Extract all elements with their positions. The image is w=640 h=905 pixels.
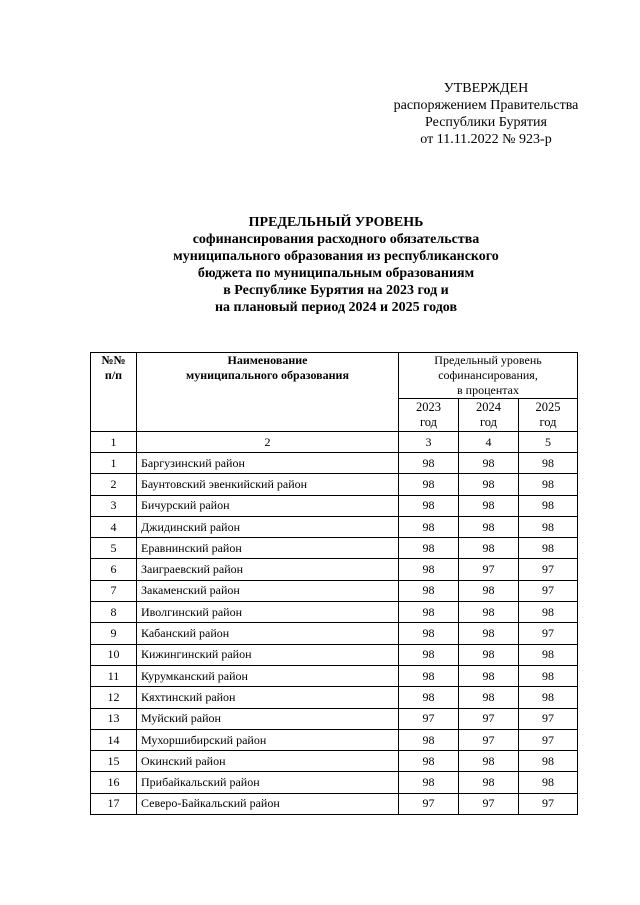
table-row (91, 516, 578, 537)
row-number: 8 (91, 602, 137, 623)
value-2023: 98 (399, 644, 459, 665)
table-row (91, 751, 578, 772)
column-index: 3 (399, 432, 459, 453)
row-number: 14 (91, 729, 137, 750)
cofinancing-table (90, 352, 578, 815)
value-2023: 98 (399, 495, 459, 516)
value-2023: 98 (399, 516, 459, 537)
value-2023: 98 (399, 580, 459, 601)
value-2023: 98 (399, 602, 459, 623)
table-row (91, 453, 578, 474)
approval-block (370, 80, 602, 148)
value-2024: 98 (459, 495, 519, 516)
approval-line-4: от 11.11.2022 № 923-р (420, 132, 552, 147)
row-number: 11 (91, 665, 137, 686)
municipality-name: Еравнинский район (137, 538, 399, 559)
column-index: 4 (459, 432, 519, 453)
column-index-row (91, 432, 578, 453)
table-row (91, 559, 578, 580)
title-line-1: ПРЕДЕЛЬНЫЙ УРОВЕНЬ (248, 215, 424, 230)
value-2023: 98 (399, 687, 459, 708)
title-line-5: в Республике Бурятия на 2023 год и (223, 283, 449, 298)
municipality-name: Заиграевский район (137, 559, 399, 580)
value-2025: 97 (519, 729, 578, 750)
value-2023: 97 (399, 708, 459, 729)
value-2023: 98 (399, 772, 459, 793)
municipality-name: Кижингинский район (137, 644, 399, 665)
header-year-2025-value: 2025 (535, 400, 561, 414)
row-number: 5 (91, 538, 137, 559)
value-2023: 98 (399, 751, 459, 772)
row-number: 15 (91, 751, 137, 772)
value-2025: 97 (519, 580, 578, 601)
value-2023: 98 (399, 453, 459, 474)
value-2024: 97 (459, 708, 519, 729)
value-2025: 97 (519, 559, 578, 580)
municipality-name: Северо-Байкальский район (137, 793, 399, 814)
approval-line-3: Республики Бурятия (425, 115, 547, 130)
header-level-line-3: в процентах (457, 383, 519, 397)
header-year-2023 (399, 399, 459, 432)
table-row (91, 729, 578, 750)
value-2023: 97 (399, 793, 459, 814)
value-2023: 98 (399, 729, 459, 750)
value-2024: 98 (459, 516, 519, 537)
header-name-line-2: муниципального образования (186, 368, 349, 382)
column-index: 2 (137, 432, 399, 453)
value-2025: 98 (519, 751, 578, 772)
municipality-name: Кабанский район (137, 623, 399, 644)
value-2024: 98 (459, 772, 519, 793)
value-2023: 98 (399, 538, 459, 559)
row-number: 9 (91, 623, 137, 644)
column-index: 5 (519, 432, 578, 453)
value-2025: 98 (519, 602, 578, 623)
value-2023: 98 (399, 474, 459, 495)
row-number: 17 (91, 793, 137, 814)
value-2025: 98 (519, 453, 578, 474)
header-level (399, 353, 578, 399)
value-2024: 98 (459, 751, 519, 772)
header-number-line-1: №№ (101, 353, 126, 367)
row-number: 16 (91, 772, 137, 793)
value-2023: 98 (399, 623, 459, 644)
value-2024: 98 (459, 644, 519, 665)
value-2024: 98 (459, 623, 519, 644)
value-2025: 98 (519, 495, 578, 516)
value-2023: 98 (399, 559, 459, 580)
column-index: 1 (91, 432, 137, 453)
row-number: 3 (91, 495, 137, 516)
value-2024: 97 (459, 729, 519, 750)
approval-line-1: УТВЕРЖДЕН (443, 81, 529, 96)
municipality-name: Кяхтинский район (137, 687, 399, 708)
row-number: 7 (91, 580, 137, 601)
municipality-name: Иволгинский район (137, 602, 399, 623)
municipality-name: Бичурский район (137, 495, 399, 516)
value-2024: 98 (459, 665, 519, 686)
table-row (91, 495, 578, 516)
header-name-line-1: Наименование (227, 353, 308, 367)
value-2023: 98 (399, 665, 459, 686)
header-year-2023-word: год (419, 415, 438, 429)
table-row (91, 644, 578, 665)
title-line-4: бюджета по муниципальным образованиям (197, 266, 475, 281)
header-year-2024-value: 2024 (476, 400, 501, 414)
table-row (91, 602, 578, 623)
header-year-2024-word: год (479, 415, 498, 429)
value-2025: 98 (519, 516, 578, 537)
municipality-name: Закаменский район (137, 580, 399, 601)
header-level-line-1: Предельный уровень (434, 353, 542, 367)
value-2025: 98 (519, 665, 578, 686)
value-2025: 98 (519, 772, 578, 793)
row-number: 2 (91, 474, 137, 495)
value-2024: 98 (459, 474, 519, 495)
approval-line-2: распоряжением Правительства (393, 98, 579, 113)
value-2024: 98 (459, 580, 519, 601)
municipality-name: Баунтовский эвенкийский район (137, 474, 399, 495)
value-2024: 98 (459, 687, 519, 708)
title-line-6: на плановый период 2024 и 2025 годов (214, 300, 458, 315)
table-row (91, 793, 578, 814)
header-year-2023-value: 2023 (416, 400, 441, 414)
table-row (91, 665, 578, 686)
value-2025: 97 (519, 708, 578, 729)
municipality-name: Баргузинский район (137, 453, 399, 474)
municipality-name: Мухоршибирский район (137, 729, 399, 750)
table-row (91, 580, 578, 601)
table-row (91, 772, 578, 793)
row-number: 12 (91, 687, 137, 708)
table-row (91, 687, 578, 708)
value-2024: 97 (459, 793, 519, 814)
header-year-2025-word: год (539, 415, 557, 429)
header-name (137, 353, 399, 432)
table-row (91, 538, 578, 559)
value-2024: 97 (459, 559, 519, 580)
header-level-line-2: софинансирования, (438, 368, 538, 382)
header-year-2025 (519, 399, 578, 432)
title-line-2: софинансирования расходного обязательства (192, 232, 480, 247)
table-row (91, 474, 578, 495)
title-line-3: муниципального образования из республиканского (173, 249, 499, 264)
value-2024: 98 (459, 602, 519, 623)
municipality-name: Курумканский район (137, 665, 399, 686)
municipality-name: Джидинский район (137, 516, 399, 537)
row-number: 13 (91, 708, 137, 729)
value-2025: 98 (519, 644, 578, 665)
row-number: 4 (91, 516, 137, 537)
header-year-2024 (459, 399, 519, 432)
document-title (120, 214, 552, 316)
value-2025: 98 (519, 687, 578, 708)
header-number (91, 353, 137, 432)
municipality-name: Муйский район (137, 708, 399, 729)
value-2025: 97 (519, 793, 578, 814)
value-2024: 98 (459, 453, 519, 474)
header-number-line-2: п/п (104, 368, 123, 382)
row-number: 10 (91, 644, 137, 665)
municipality-name: Окинский район (137, 751, 399, 772)
value-2025: 98 (519, 474, 578, 495)
table-row (91, 623, 578, 644)
table-row (91, 708, 578, 729)
row-number: 1 (91, 453, 137, 474)
value-2025: 98 (519, 538, 578, 559)
value-2024: 98 (459, 538, 519, 559)
value-2025: 97 (519, 623, 578, 644)
municipality-name: Прибайкальский район (137, 772, 399, 793)
row-number: 6 (91, 559, 137, 580)
